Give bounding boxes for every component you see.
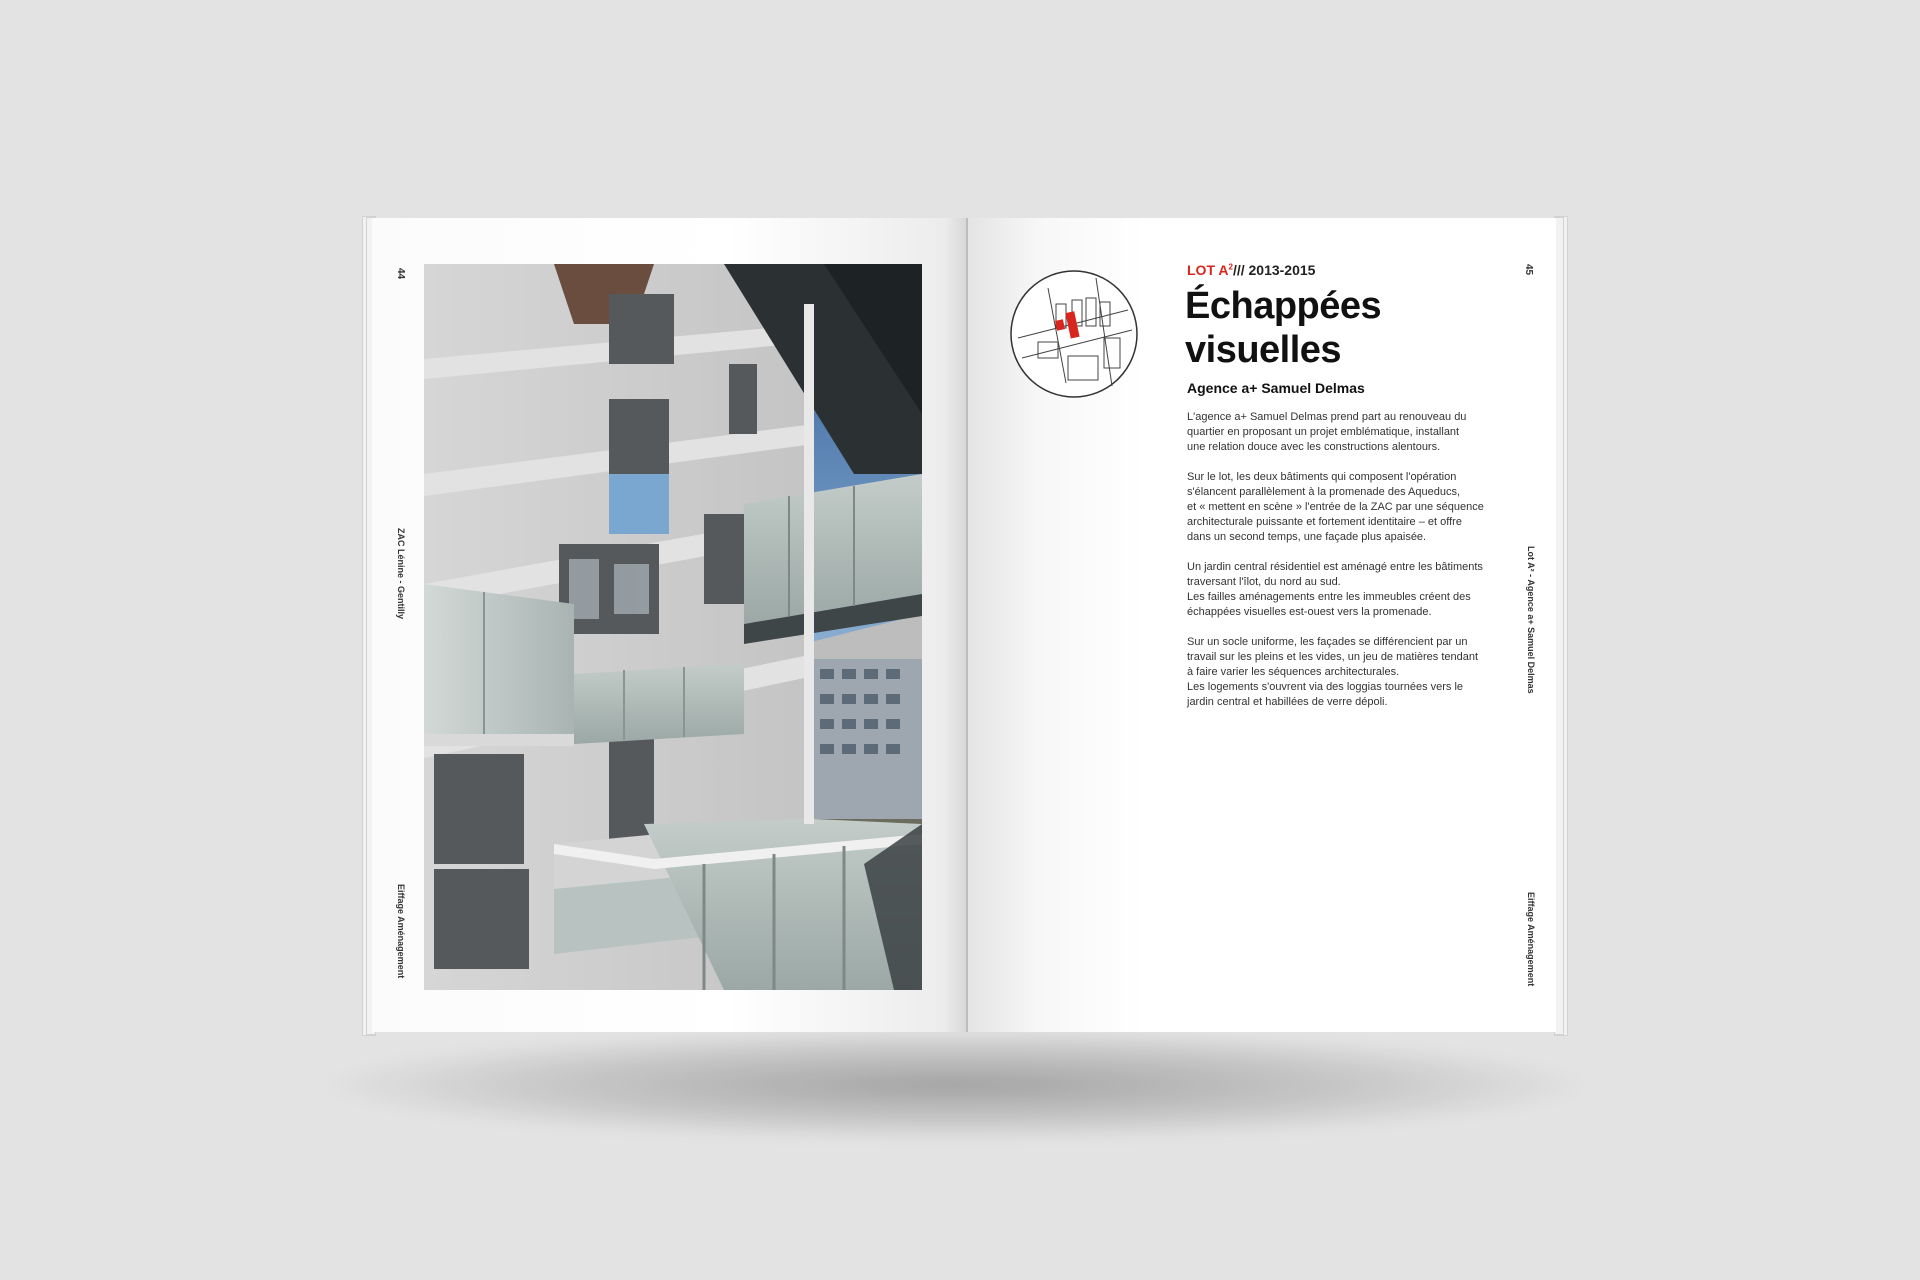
left-page (372, 218, 968, 1032)
text-line: échappées visuelles est-ouest vers la promenade. (1187, 606, 1432, 618)
text-line: et « mettent en scène » l'entrée de la ZAC par une séquence (1187, 501, 1484, 513)
paragraph (1187, 410, 1501, 455)
page-title (1185, 284, 1381, 372)
magazine-shadow (330, 1030, 1580, 1140)
text-line: Sur le lot, les deux bâtiments qui composent l'opération (1187, 471, 1457, 483)
text-line: Sur un socle uniforme, les façades se différencient par un (1187, 636, 1468, 648)
running-head-left: ZAC Lénine - Gentilly (396, 528, 406, 620)
text-line: traversant l'îlot, du nord au sud. (1187, 576, 1341, 588)
paragraph (1187, 470, 1501, 545)
lot-superscript: 2 (1228, 262, 1233, 272)
text-line: L'agence a+ Samuel Delmas prend part au renouveau du (1187, 411, 1467, 423)
title-line: visuelles (1185, 329, 1342, 371)
right-page (968, 218, 1556, 1032)
text-line: s'élancent parallèlement à la promenade des Aqueducs, (1187, 486, 1461, 498)
architect-subtitle: Agence a+ Samuel Delmas (1187, 380, 1365, 396)
site-locator-map (1008, 268, 1140, 400)
text-line: Les logements s'ouvrent via des loggias tournées vers le (1187, 681, 1464, 693)
running-foot-right: Eiffage Aménagement (1526, 892, 1536, 987)
body-text (1187, 410, 1501, 725)
running-foot-left: Eiffage Aménagement (396, 884, 406, 979)
text-line: Un jardin central résidentiel est aménagé entre les bâtiments (1187, 561, 1483, 573)
page-number-left: 44 (395, 268, 406, 280)
text-line: Les failles aménagements entre les immeubles créent des (1187, 591, 1471, 603)
text-line: quartier en proposant un projet emblématique, installant (1187, 426, 1460, 438)
text-line: architecturale puissante et fortement identitaire – et offre (1187, 516, 1462, 528)
title-line: Échappées (1185, 285, 1382, 327)
text-line: une relation douce avec les constructions alentours. (1187, 441, 1441, 453)
paragraph (1187, 560, 1501, 620)
building-photo (424, 264, 922, 990)
lot-years: 2013-2015 (1248, 262, 1316, 278)
running-head-right: Lot A² - Agence a+ Samuel Delmas (1526, 546, 1536, 694)
text-line: travail sur les pleins et les vides, un jeu de matières tendant (1187, 651, 1479, 663)
lot-header (1187, 262, 1315, 278)
text-line: dans un second temps, une façade plus apaisée. (1187, 531, 1427, 543)
text-line: à faire varier les séquences architecturales. (1187, 666, 1400, 678)
lot-label: LOT A (1187, 262, 1229, 278)
page-number-right: 45 (1523, 264, 1534, 276)
paragraph (1187, 635, 1501, 710)
text-line: jardin central et habillées de verre dépoli. (1187, 696, 1388, 708)
lot-separator: /// (1232, 262, 1245, 278)
